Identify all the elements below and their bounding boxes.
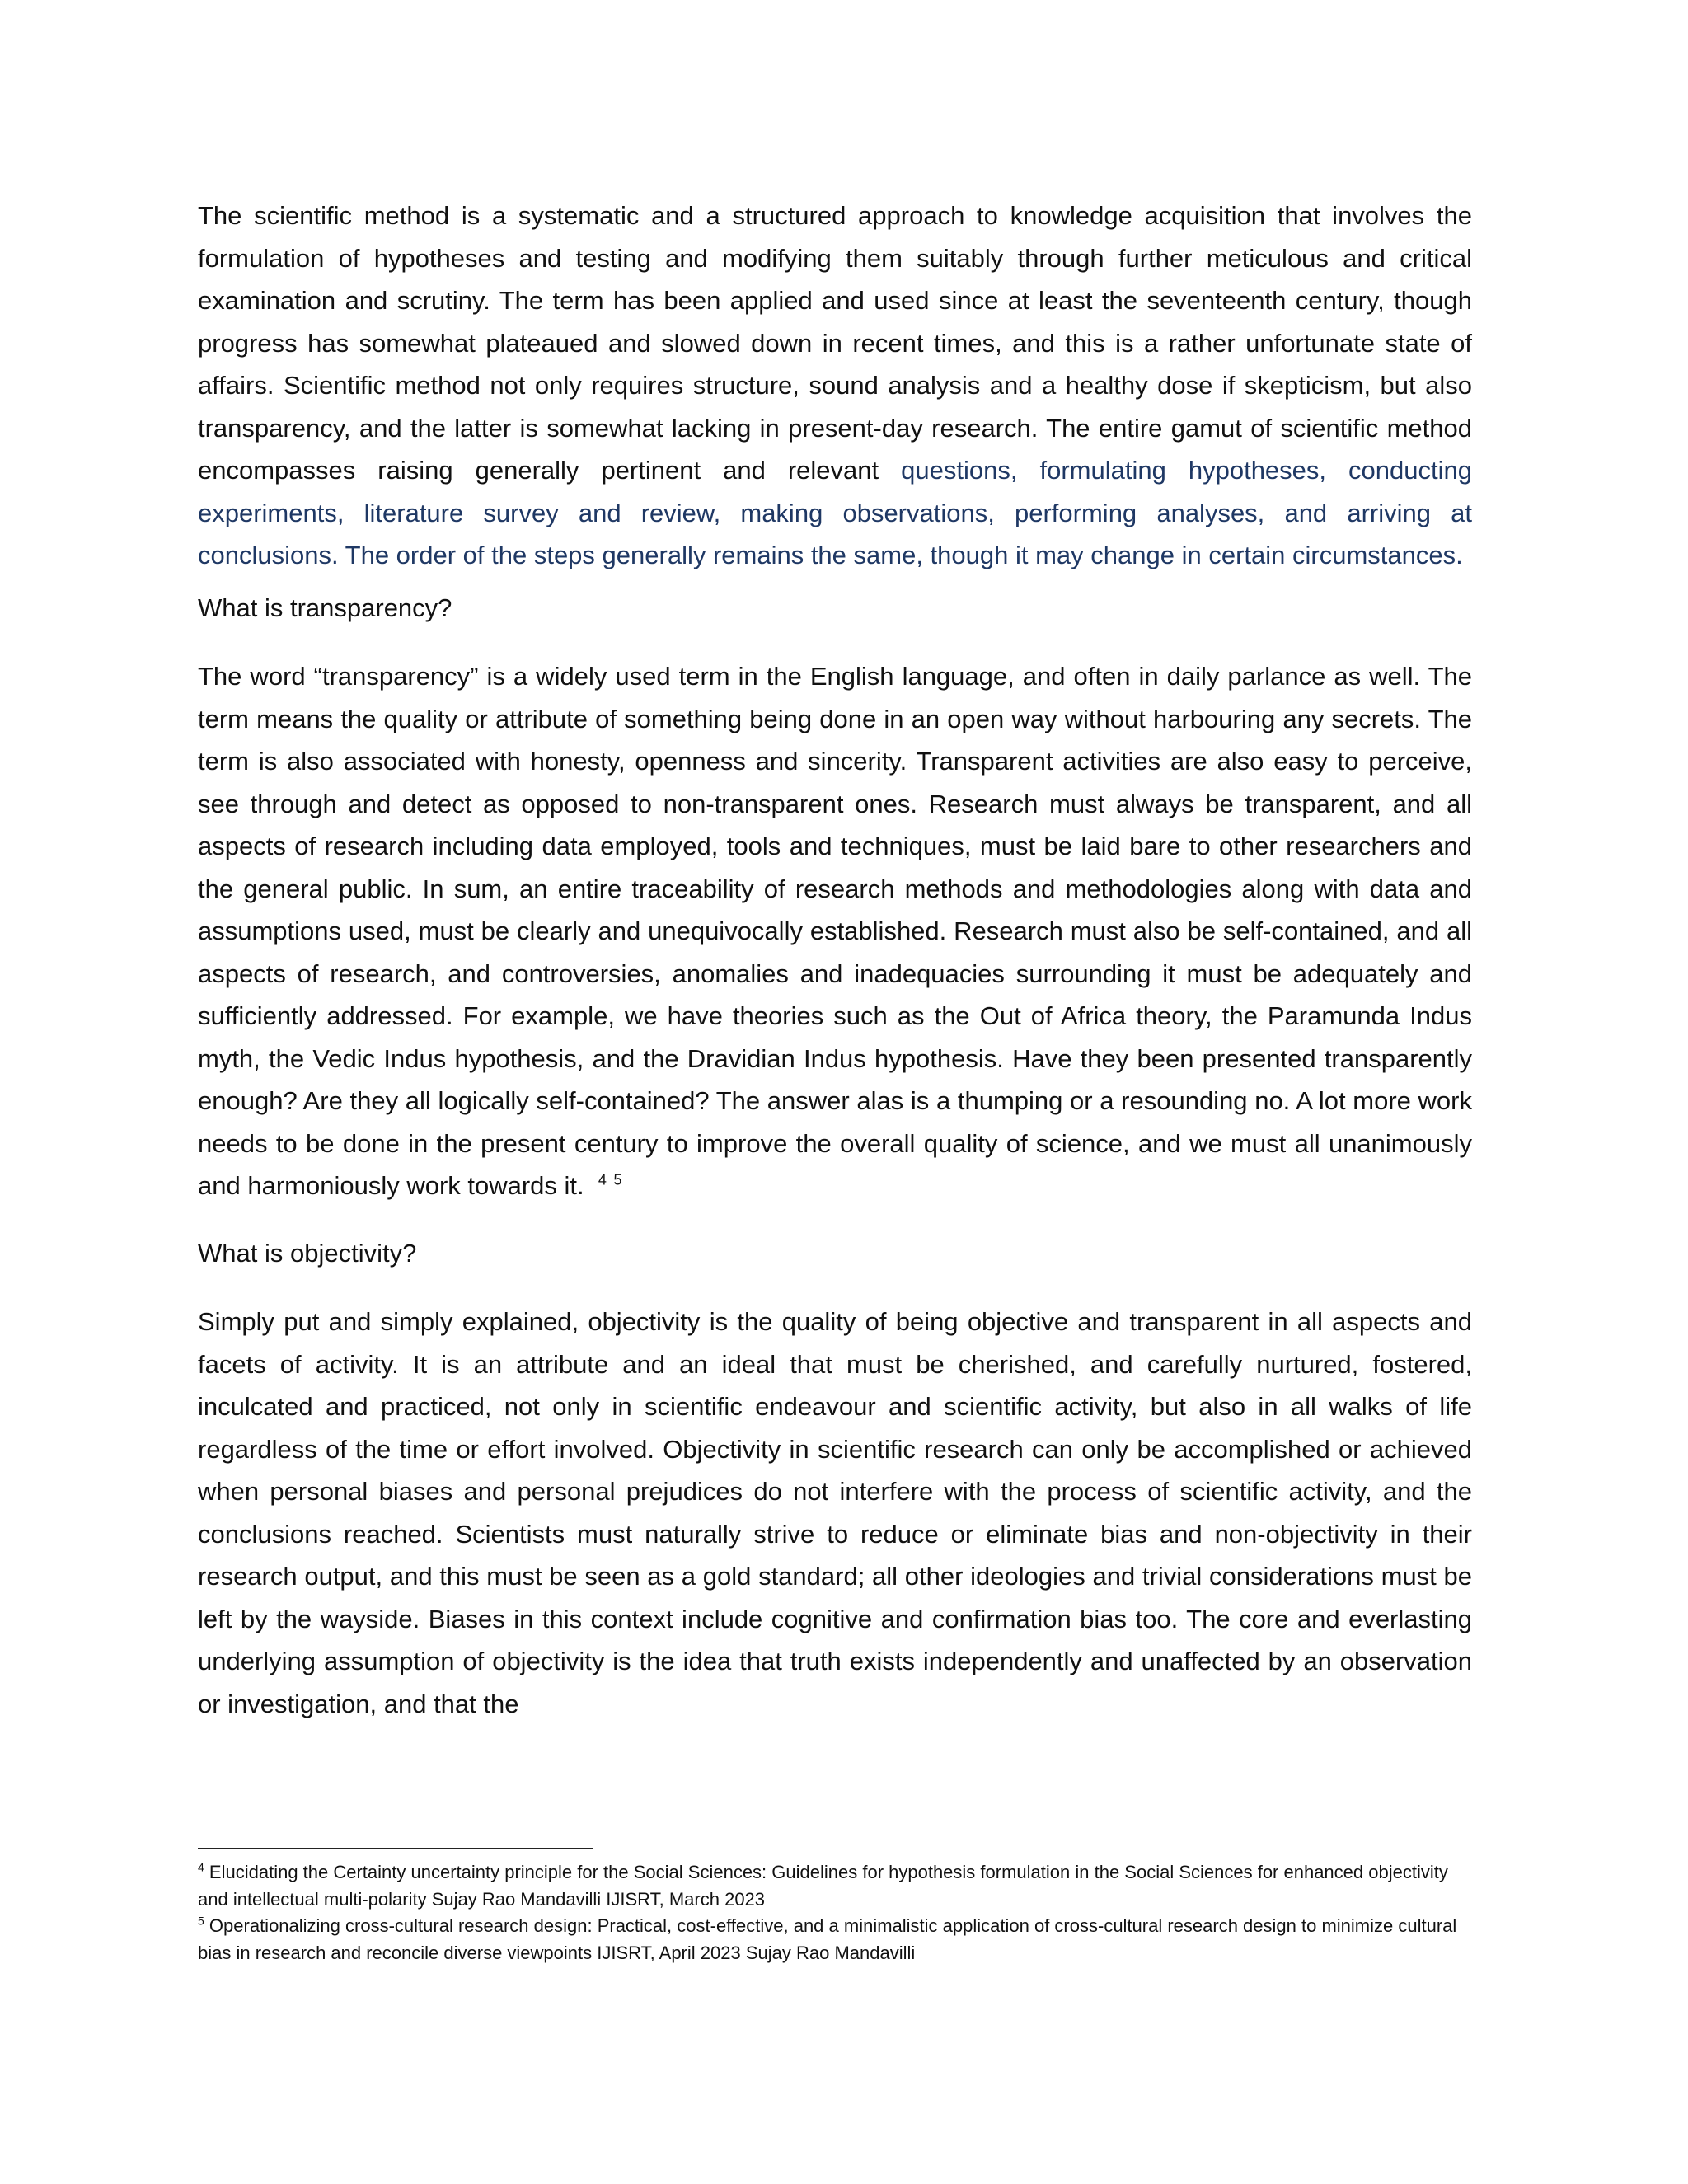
footnote-separator	[198, 1848, 593, 1849]
paragraph-transparency	[198, 655, 1472, 1207]
body-text	[198, 194, 1472, 1725]
paragraph-transparency-text: The word “transparency” is a widely used term in the English language, and often in daily parlance as well. The term means the quality or attribute of something being done in an open way without harbouring any secrets. The term is also associated with honesty, openness and sincerity. Transparent activities are also easy to perceive, see through and detect as opposed to non-transparent ones. Research must always be transparent, and all aspects of research including data employed, tools and techniques, must be laid bare to other researchers and the general public. In sum, an entire traceability of research methods and methodologies along with data and assumptions used, must be clearly and unequivocally established. Research must also be self-contained, and all aspects of research, and controversies, anomalies and inadequacies surrounding it must be adequately and sufficiently addressed. For example, we have theories such as the Out of Africa theory, the Paramunda Indus myth, the Vedic Indus hypothesis, and the Dravidian Indus hypothesis. Have they been presented transparently enough? Are they all logically self-contained? The answer alas is a thumping or a resounding no. A lot more work needs to be done in the present century to improve the overall quality of science, and we must all unanimously and harmoniously work towards it.	[198, 662, 1472, 1200]
heading-objectivity: What is objectivity?	[198, 1238, 417, 1268]
footnote-4	[198, 1859, 1472, 1913]
footnote-marker-4: 4	[198, 1860, 204, 1874]
footnote-text-4: Elucidating the Certainty uncertainty principle for the Social Sciences: Guidelines for hypothesis formulation in the Social Sciences for enhanced objectivity and intellectual multi-polarity Sujay Rao Mandavilli IJISRT, March 2023	[198, 1862, 1448, 1910]
paragraph-objectivity: Simply put and simply explained, objectivity is the quality of being objective and transparent in all aspects and facets of activity. It is an attribute and an ideal that must be cherished, and carefully nurtured, fostered, inculcated and practiced, not only in scientific endeavour and scientific activity, but also in all walks of life regardless of the time or effort involved. Objectivity in scientific research can only be accomplished or achieved when personal biases and personal prejudices do not interfere with the process of scientific activity, and the conclusions reached. Scientists must naturally strive to reduce or eliminate bias and non-objectivity in their research output, and this must be seen as a gold standard; all other ideologies and trivial considerations must be left by the wayside. Biases in this context include cognitive and confirmation bias too. The core and everlasting underlying assumption of objectivity is the idea that truth exists independently and unaffected by an observation or investigation, and that the	[198, 1307, 1472, 1718]
footnote-5	[198, 1913, 1472, 1966]
heading-transparency: What is transparency?	[198, 593, 452, 622]
paragraph-scientific-method-text: The scientific method is a systematic and a structured approach to knowledge acquisition that involves the formulation of hypotheses and testing and modifying them suitably through further meticulous and critical examination and scrutiny. The term has been applied and used since at least the seventeenth century, though progress has somewhat plateaued and slowed down in recent times, and this is a rather unfortunate state of affairs. Scientific method not only requires structure, sound analysis and a healthy dose if skepticism, but also transparency, and the latter is somewhat lacking in present-day research. The entire gamut of scientific method encompasses raising generally pertinent and relevant	[198, 201, 1472, 485]
paragraph-scientific-method-highlight: questions, formulating hypotheses, conducting experiments, literature survey and review, making observations, performing analyses, and arriving at conclusions. The order of the steps generally remains the same, though it may change in certain circumstances.	[198, 456, 1472, 569]
footnote-marker-5: 5	[198, 1914, 204, 1928]
footnote-ref-4[interactable]: 4	[598, 1171, 607, 1188]
footnote-ref-5[interactable]: 5	[613, 1171, 622, 1188]
footnote-text-5: Operationalizing cross-cultural research design: Practical, cost-effective, and a minimalistic application of cross-cultural research design to minimize cultural bias in research and reconcile diverse viewpoints IJISRT, April 2023 Sujay Rao Mandavilli	[198, 1915, 1457, 1963]
paragraph-scientific-method	[198, 194, 1472, 577]
footnotes	[198, 1859, 1472, 1966]
